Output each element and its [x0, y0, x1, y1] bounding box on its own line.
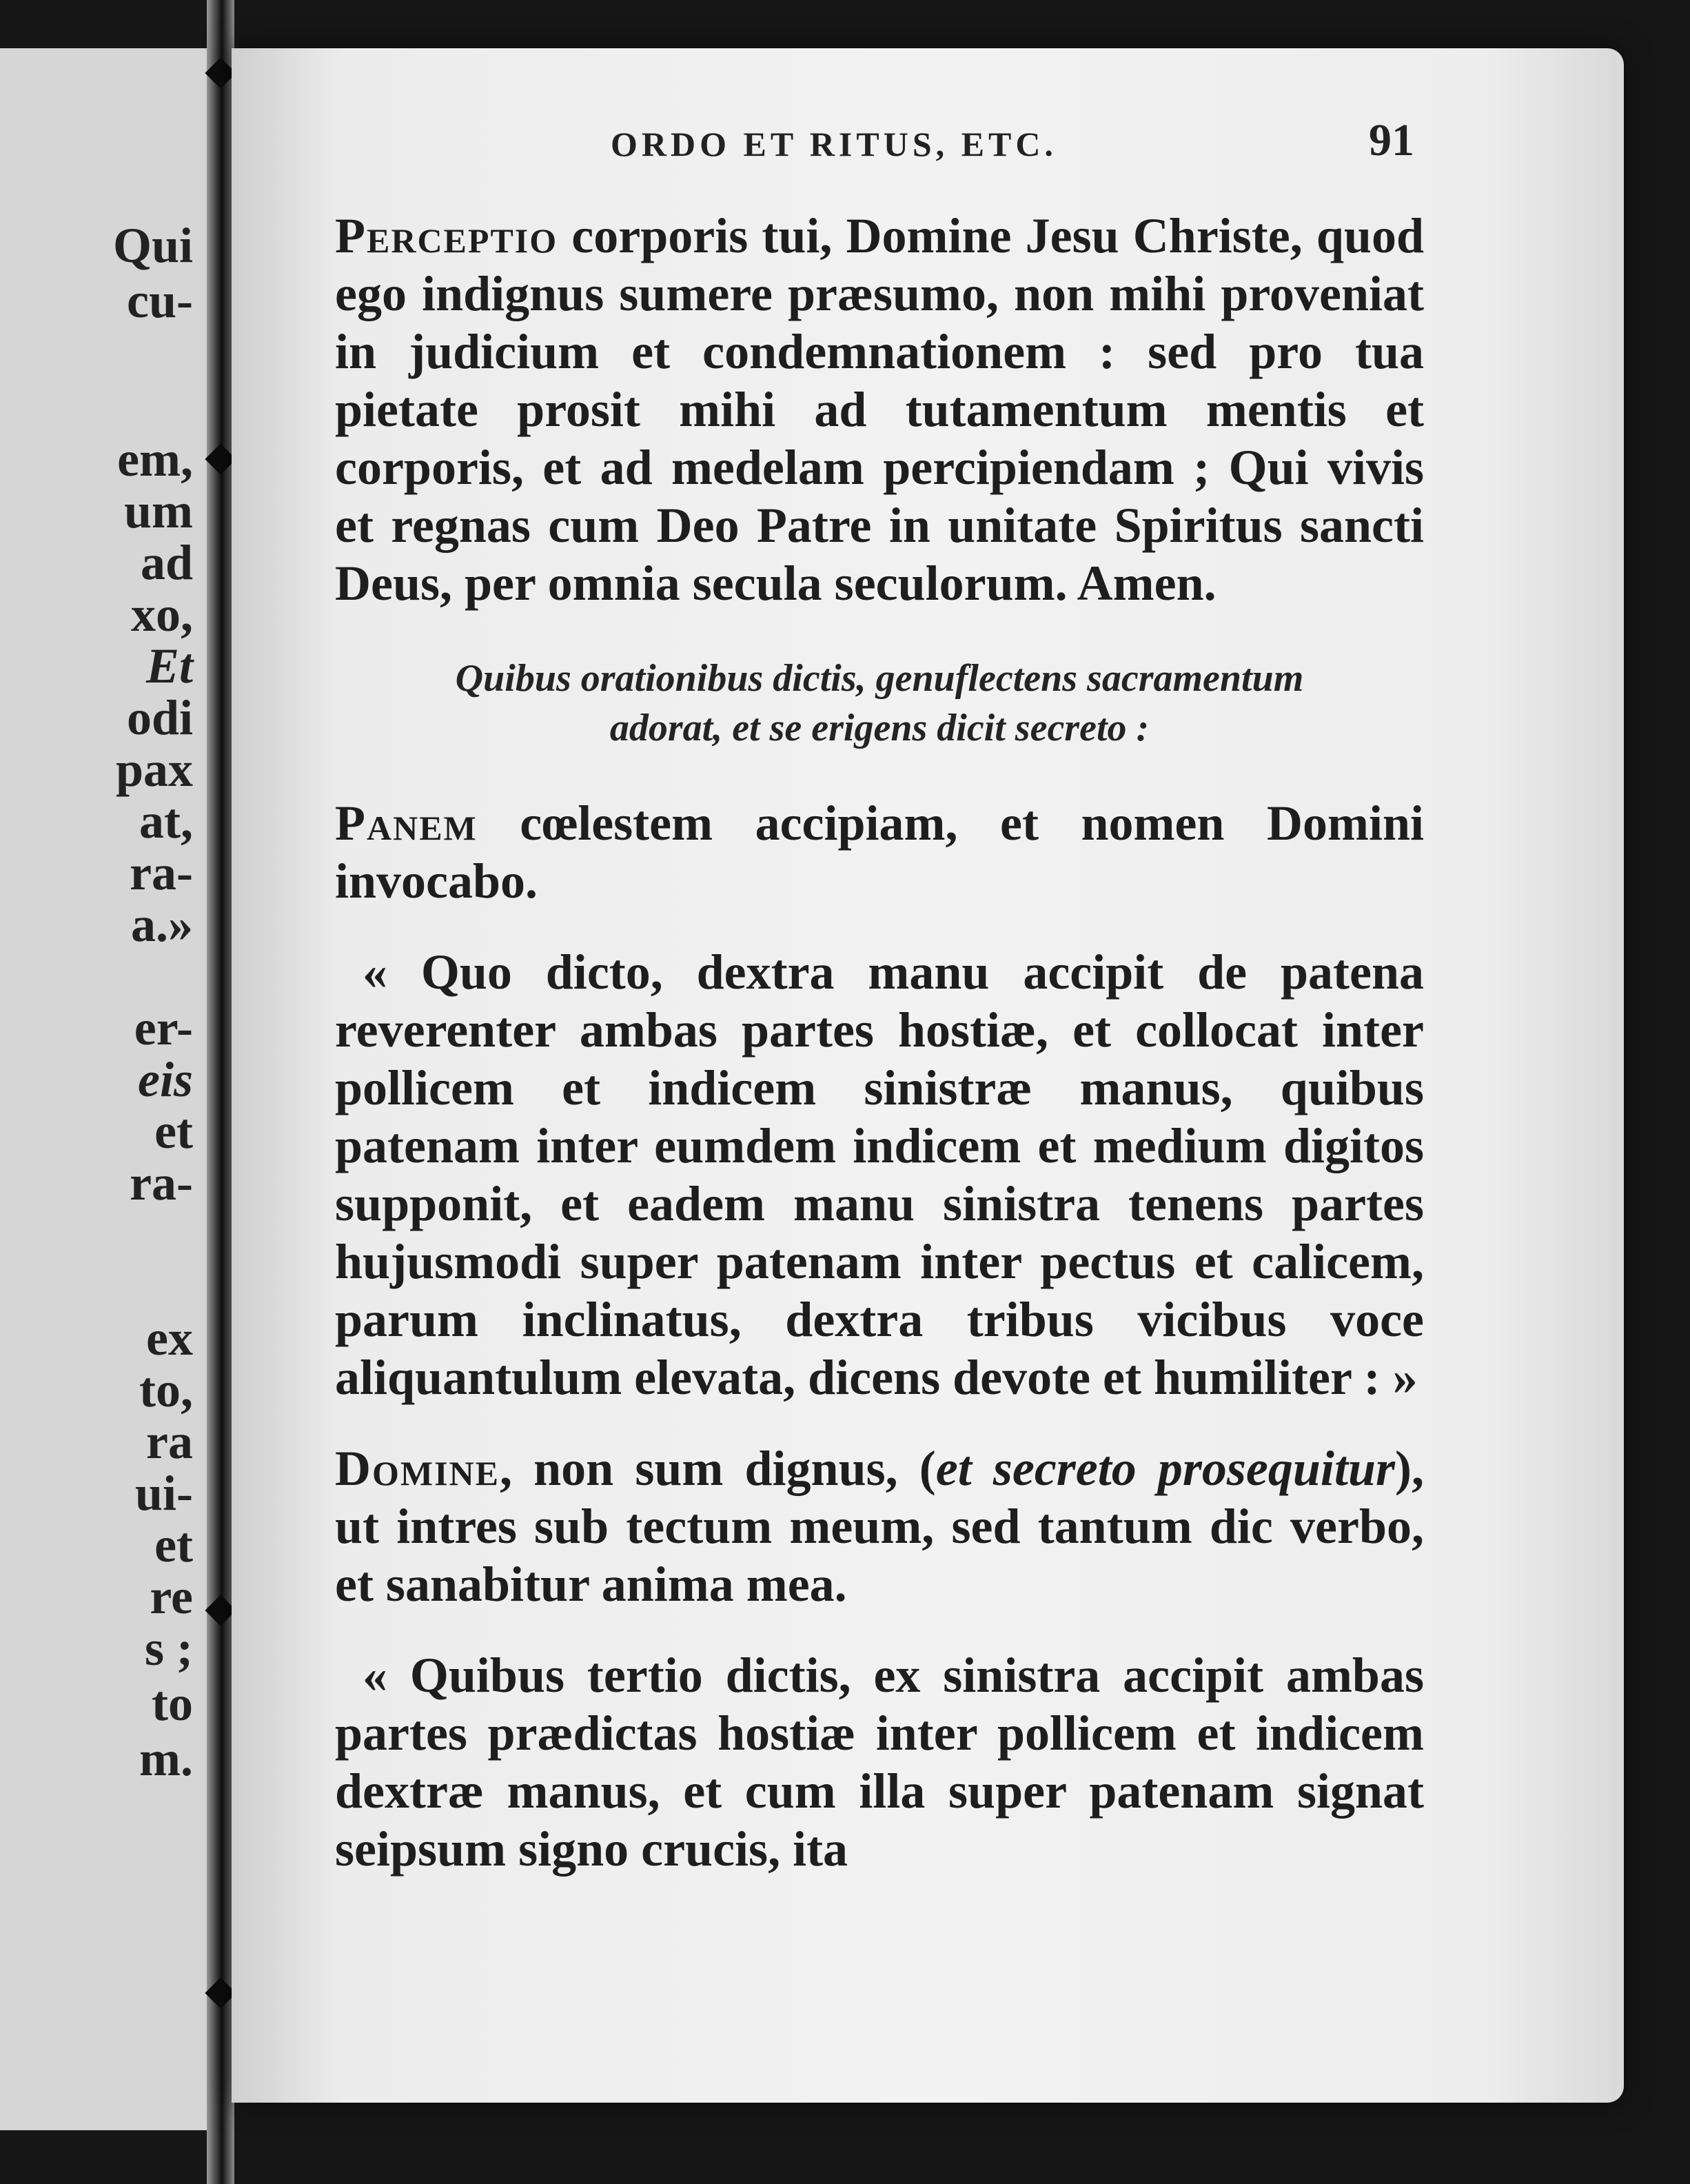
page-number: 91 — [1369, 115, 1414, 165]
paragraph-text: ), ut intres sub tectum meum, sed tantum dic verbo, et sanabitur anima mea. — [335, 1441, 1424, 1612]
left-page-fragment: um — [123, 483, 193, 538]
left-page-fragment: Et — [145, 638, 193, 694]
previous-page-edge — [0, 48, 207, 2130]
left-page-fragment: cu- — [127, 273, 193, 328]
paragraph-text: « Quibus tertio dictis, ex sinistra accipit ambas partes prædictas hostiæ inter pollicem et indicem dextræ manus, et cum illa super patenam signat seipsum signo crucis, ita — [335, 1648, 1424, 1877]
left-page-fragment: ra- — [130, 1155, 193, 1211]
left-page-fragment: ra — [146, 1414, 193, 1469]
left-page-fragment: Qui — [112, 218, 193, 273]
book-page — [232, 48, 1624, 2103]
left-page-fragment: xo, — [131, 587, 193, 642]
prayer-panem — [335, 794, 1424, 910]
left-page-fragment: odi — [126, 690, 193, 745]
left-page-fragment: ad — [140, 535, 193, 590]
left-page-fragment: a.» — [131, 897, 193, 952]
left-page-fragment: pax — [115, 742, 193, 797]
left-page-fragment: to — [152, 1676, 193, 1731]
rubric-line: adorat, et se erigens dicit secreto : — [609, 707, 1150, 749]
rubric-line: Quibus orationibus dictis, genuflectens sacramentum — [455, 657, 1304, 700]
prayer-perceptio — [335, 207, 1424, 612]
left-page-fragment: to, — [139, 1362, 193, 1417]
paragraph-lead: Domine — [335, 1441, 500, 1496]
left-page-fragment: at, — [139, 793, 193, 849]
left-page-fragment: ra- — [130, 845, 193, 900]
left-page-fragment: et — [154, 1517, 193, 1573]
paragraph-lead: Perceptio — [335, 208, 558, 263]
italic-rubric-text: et secreto prosequitur — [935, 1441, 1396, 1496]
rubric-quo-dicto — [335, 943, 1424, 1406]
left-page-fragment: s ; — [145, 1621, 193, 1676]
left-page-fragment: re — [150, 1569, 193, 1624]
paragraph-text: , non sum dignus, ( — [500, 1441, 936, 1496]
book-gutter — [207, 0, 234, 2184]
paragraph-text: « Quo dicto, dextra manu accipit de patena reverenter ambas partes hostiæ, et collocat inter pollicem et indicem sinistræ manus, quibus patenam inter eumdem indicem et medium digitos supponit, et eadem manu sinistra tenens partes hujusmodi super patenam inter pectus et calicem, parum inclinatus, dextra tribus vicibus voce aliquantulum elevata, dicens devote et humiliter : » — [335, 944, 1424, 1405]
left-page-fragment: em, — [117, 432, 193, 487]
left-page-fragment: et — [154, 1104, 193, 1159]
running-head: ORDO ET RITUS, ETC. — [611, 125, 1057, 163]
paragraph-lead: Panem — [335, 796, 478, 851]
prayer-domine-non-sum-dignus — [335, 1439, 1424, 1613]
left-page-fragment: ui- — [134, 1466, 193, 1521]
page-body — [335, 207, 1424, 1878]
rubric — [335, 654, 1424, 753]
paragraph-text: cœlestem accipiam, et nomen Domini invocabo. — [335, 796, 1424, 909]
left-page-fragment: eis — [138, 1052, 193, 1107]
left-page-fragment: er- — [134, 1000, 193, 1055]
rubric-quibus-tertio — [335, 1646, 1424, 1878]
left-page-fragment: ex — [146, 1311, 193, 1366]
left-page-fragment: m. — [139, 1731, 193, 1786]
paragraph-text: corporis tui, Domine Jesu Christe, quod ego indignus sumere præsumo, non mihi proveniat in judicium et condemnationem : sed pro tua pietate prosit mihi ad tutamentum mentis et corporis, et ad medelam percipiendam ; Qui vivis et regnas cum Deo Patre in unitate Spiritus sancti Deus, per omnia secula seculorum. Amen. — [335, 208, 1424, 611]
